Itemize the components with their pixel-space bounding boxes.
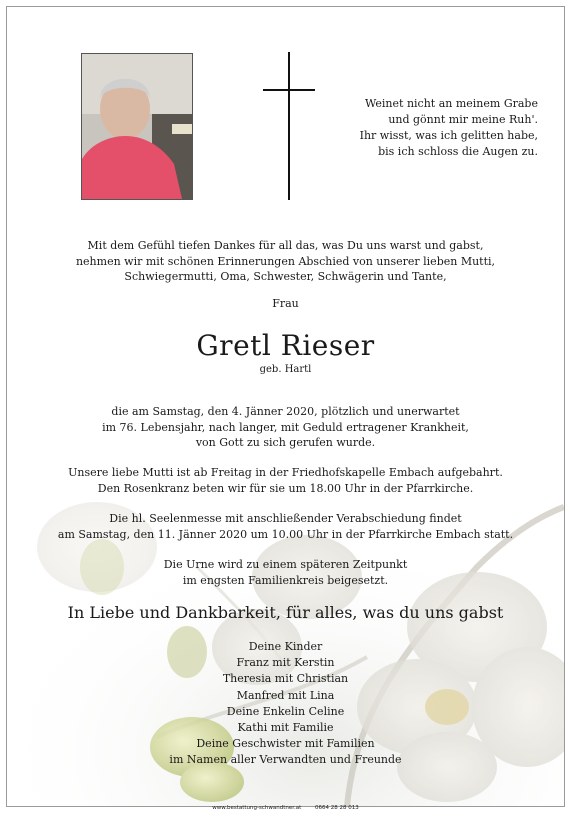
mourner-line: Theresia mit Christian [222, 672, 349, 686]
intro-line: Schwiegermutti, Oma, Schwester, Schwägerin und Tante, [124, 270, 447, 283]
intro-line: nehmen wir mit schönen Erinnerungen Abschied von unserer lieben Mutti, [75, 254, 496, 268]
footer [0, 805, 571, 811]
deceased-name: Gretl Rieser [196, 329, 375, 362]
death-notice-line: von Gott zu sich gerufen wurde. [195, 436, 376, 449]
maiden-name: geb. Hartl [259, 364, 312, 375]
intro-text [7, 238, 564, 285]
poem-verse [307, 96, 538, 160]
mourner-line: Kathi mit Familie [237, 721, 334, 735]
dedication-line: In Liebe und Dankbarkeit, für alles, was du uns gabst [67, 603, 504, 622]
death-notice [7, 404, 564, 451]
urn-info [7, 557, 564, 588]
viewing-line: Den Rosenkranz beten wir für sie um 18.00 Uhr in der Pfarrkirche. [97, 481, 474, 495]
mourner-line: Franz mit Kerstin [236, 656, 335, 670]
viewing-line: Unsere liebe Mutti ist ab Freitag in der Friedhofskapelle Embach aufgebahrt. [68, 466, 503, 479]
mourner-line: Deine Enkelin Celine [226, 704, 345, 718]
mass-line: am Samstag, den 11. Jänner 2020 um 10.00 Uhr in der Pfarrkirche Embach statt. [57, 527, 514, 541]
poem-line: Weinet nicht an meinem Grabe [365, 97, 538, 110]
urn-line: Die Urne wird zu einem späteren Zeitpunkt [163, 558, 408, 571]
poem-line: Ihr wisst, was ich gelitten habe, [359, 129, 538, 142]
poem-line: und gönnt mir meine Ruh'. [388, 113, 538, 126]
intro-line: Mit dem Gefühl tiefen Dankes für all das, was Du uns warst und gabst, [87, 239, 484, 252]
viewing-info [7, 465, 564, 496]
salutation: Frau [272, 297, 299, 310]
mass-line: Die hl. Seelenmesse mit anschließender Verabschiedung findet [109, 512, 462, 525]
portrait-photo [81, 53, 193, 200]
mass-info [7, 511, 564, 542]
mourner-line: Deine Kinder [248, 640, 323, 653]
mourner-line: Manfred mit Lina [236, 688, 335, 702]
death-notice-line: die am Samstag, den 4. Jänner 2020, plötzlich und unerwartet [111, 405, 460, 418]
obituary-card [6, 6, 565, 807]
phone-number: 0664 28 28 013 [315, 805, 359, 811]
poem-line: bis ich schloss die Augen zu. [378, 145, 538, 158]
mourner-line: Deine Geschwister mit Familien [196, 737, 375, 751]
death-notice-line: im 76. Lebensjahr, nach langer, mit Geduld ertragener Krankheit, [102, 420, 469, 434]
mourner-line: im Namen aller Verwandten und Freunde [169, 753, 402, 767]
website-link[interactable]: www.bestattung-schwandtner.at [212, 805, 302, 811]
urn-line: im engsten Familienkreis beigesetzt. [182, 573, 389, 587]
mourners-list [7, 639, 564, 769]
